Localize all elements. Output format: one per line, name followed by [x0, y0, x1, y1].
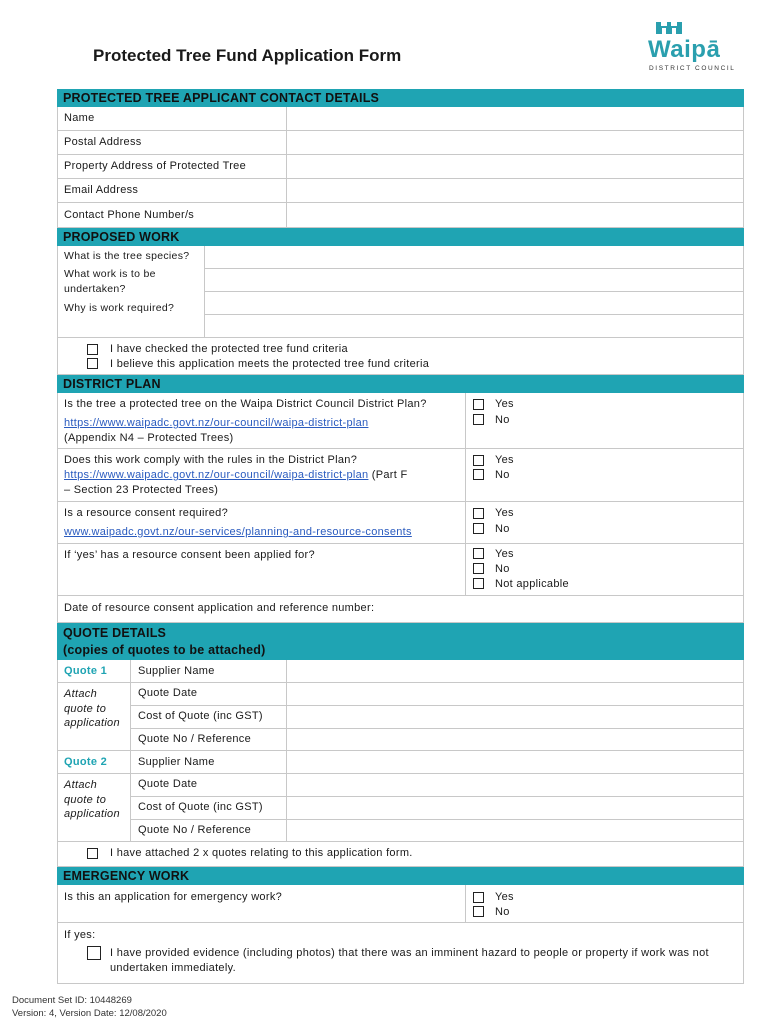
property-row — [57, 155, 744, 179]
consent-date-row — [57, 596, 744, 623]
quote-1-block — [57, 660, 744, 751]
quote-2-ref-label: Quote No / Reference — [138, 824, 252, 836]
version-info: Version: 4, Version Date: 12/08/2020 — [12, 1008, 167, 1019]
quote-1-date-field[interactable] — [287, 683, 743, 705]
emergency-question-row — [57, 885, 744, 923]
quote-1-attach-2: quote to — [64, 703, 107, 715]
quote-2-supplier-field[interactable] — [287, 751, 743, 773]
quote-section-header — [57, 623, 744, 660]
comply-yes-checkbox[interactable] — [473, 455, 484, 466]
quote-2-date-field[interactable] — [287, 774, 743, 796]
evidence-label-2: undertaken immediately. — [110, 962, 236, 974]
work-label-1: What work is to be — [64, 268, 156, 280]
comply-question: Does this work comply with the rules in the District Plan? — [64, 454, 358, 466]
work-field[interactable] — [205, 269, 743, 291]
logo-subtitle: DISTRICT COUNCIL — [649, 65, 736, 72]
quote-heading-2: (copies of quotes to be attached) — [63, 643, 266, 657]
consent-applied-yes-label: Yes — [495, 548, 514, 560]
criteria-checked-checkbox[interactable] — [87, 344, 98, 355]
proposed-section-header: PROPOSED WORK — [57, 228, 744, 246]
quote-2-attach-2: quote to — [64, 794, 107, 806]
why-label: Why is work required? — [64, 302, 175, 314]
species-field[interactable] — [205, 246, 743, 268]
name-row — [57, 107, 744, 131]
quote-1-ref-field[interactable] — [287, 729, 743, 751]
protected-tree-question: Is the tree a protected tree on the Waipa District Council District Plan? — [64, 398, 427, 410]
district-plan-link-2[interactable]: https://www.waipadc.govt.nz/our-council/waipa-district-plan — [64, 469, 369, 481]
email-field[interactable] — [287, 179, 743, 202]
postal-row — [57, 131, 744, 155]
quote-1-attach-3: application — [64, 717, 120, 729]
protected-yes-checkbox[interactable] — [473, 399, 484, 410]
consent-required-no-label: No — [495, 523, 510, 535]
consent-applied-yes-checkbox[interactable] — [473, 548, 484, 559]
quote-1-ref-label: Quote No / Reference — [138, 733, 252, 745]
email-label: Email Address — [64, 184, 139, 196]
consent-applied-row — [57, 544, 744, 596]
quotes-attached-row — [57, 842, 744, 867]
emergency-evidence-row — [57, 923, 744, 984]
district-plan-link-1[interactable]: https://www.waipadc.govt.nz/our-council/waipa-district-plan — [64, 417, 369, 429]
quotes-attached-label: I have attached 2 x quotes relating to this application form. — [110, 847, 413, 859]
criteria-meets-label: I believe this application meets the protected tree fund criteria — [110, 358, 430, 370]
logo-crown-icon — [654, 22, 684, 36]
emergency-section-header: EMERGENCY WORK — [57, 867, 744, 885]
name-label: Name — [64, 112, 95, 124]
emergency-question: Is this an application for emergency work? — [64, 891, 283, 903]
proposed-work-block — [57, 246, 744, 338]
quote-1-date-label: Quote Date — [138, 687, 198, 699]
consent-applied-na-checkbox[interactable] — [473, 578, 484, 589]
protected-tree-row — [57, 393, 744, 449]
why-field[interactable] — [205, 292, 743, 314]
property-address-field[interactable] — [287, 155, 743, 178]
criteria-meets-checkbox[interactable] — [87, 358, 98, 369]
species-label: What is the tree species? — [64, 250, 190, 262]
council-logo — [648, 22, 736, 74]
emergency-yes-checkbox[interactable] — [473, 892, 484, 903]
comply-no-label: No — [495, 469, 510, 481]
quote-2-attach-1: Attach — [64, 779, 97, 791]
quote-2-block — [57, 751, 744, 842]
criteria-checked-label: I have checked the protected tree fund criteria — [110, 343, 348, 355]
quote-1-cost-field[interactable] — [287, 706, 743, 728]
section-23-note: – Section 23 Protected Trees) — [64, 484, 219, 496]
quote-2-cost-field[interactable] — [287, 797, 743, 819]
postal-address-field[interactable] — [287, 131, 743, 154]
work-label-2: undertaken? — [64, 283, 126, 295]
if-yes-label: If yes: — [64, 929, 96, 941]
evidence-label-1: I have provided evidence (including photos) that there was an imminent hazard to people or property if work was not — [110, 947, 709, 959]
protected-yes-label: Yes — [495, 398, 514, 410]
comply-row — [57, 449, 744, 502]
quote-1-cost-label: Cost of Quote (inc GST) — [138, 710, 263, 722]
property-label: Property Address of Protected Tree — [64, 160, 247, 172]
quote-2-label: Quote 2 — [64, 756, 108, 768]
resource-consents-link[interactable]: www.waipadc.govt.nz/our-services/planning-and-resource-consents — [64, 526, 412, 538]
criteria-row — [57, 338, 744, 375]
quote-2-supplier-label: Supplier Name — [138, 756, 215, 768]
quote-1-supplier-label: Supplier Name — [138, 665, 215, 677]
emergency-yes-label: Yes — [495, 891, 514, 903]
email-row — [57, 179, 744, 203]
consent-required-row — [57, 502, 744, 544]
protected-no-label: No — [495, 414, 510, 426]
protected-no-checkbox[interactable] — [473, 414, 484, 425]
comply-yes-label: Yes — [495, 454, 514, 466]
quote-2-ref-field[interactable] — [287, 820, 743, 842]
page-title: Protected Tree Fund Application Form — [93, 46, 402, 65]
consent-required-question: Is a resource consent required? — [64, 507, 228, 519]
quote-2-cost-label: Cost of Quote (inc GST) — [138, 801, 263, 813]
district-section-header: DISTRICT PLAN — [57, 375, 744, 393]
document-id: Document Set ID: 10448269 — [12, 995, 132, 1006]
phone-field[interactable] — [287, 203, 743, 227]
emergency-no-label: No — [495, 906, 510, 918]
comply-link-line — [64, 469, 408, 481]
consent-date-label: Date of resource consent application and reference number: — [64, 602, 375, 614]
appendix-note: (Appendix N4 – Protected Trees) — [64, 432, 234, 444]
consent-required-yes-label: Yes — [495, 507, 514, 519]
quote-1-supplier-field[interactable] — [287, 660, 743, 682]
name-field[interactable] — [287, 107, 743, 130]
logo-wordmark: Waipā — [648, 36, 721, 63]
consent-applied-no-label: No — [495, 563, 510, 575]
contact-section-header: PROTECTED TREE APPLICANT CONTACT DETAILS — [57, 89, 744, 107]
comply-no-checkbox[interactable] — [473, 469, 484, 480]
quote-1-label: Quote 1 — [64, 665, 108, 677]
consent-applied-no-checkbox[interactable] — [473, 563, 484, 574]
quote-1-attach-1: Attach — [64, 688, 97, 700]
postal-label: Postal Address — [64, 136, 142, 148]
emergency-no-checkbox[interactable] — [473, 906, 484, 917]
consent-required-yes-checkbox[interactable] — [473, 508, 484, 519]
consent-required-no-checkbox[interactable] — [473, 523, 484, 534]
consent-applied-question: If ‘yes’ has a resource consent been applied for? — [64, 549, 315, 561]
quote-2-attach-3: application — [64, 808, 120, 820]
quotes-attached-checkbox[interactable] — [87, 848, 98, 859]
consent-applied-na-label: Not applicable — [495, 578, 569, 590]
phone-row — [57, 203, 744, 228]
part-f-text: (Part F — [368, 469, 408, 481]
quote-heading-1: QUOTE DETAILS — [63, 626, 167, 640]
evidence-checkbox[interactable] — [87, 946, 101, 960]
phone-label: Contact Phone Number/s — [64, 209, 195, 221]
quote-2-date-label: Quote Date — [138, 778, 198, 790]
